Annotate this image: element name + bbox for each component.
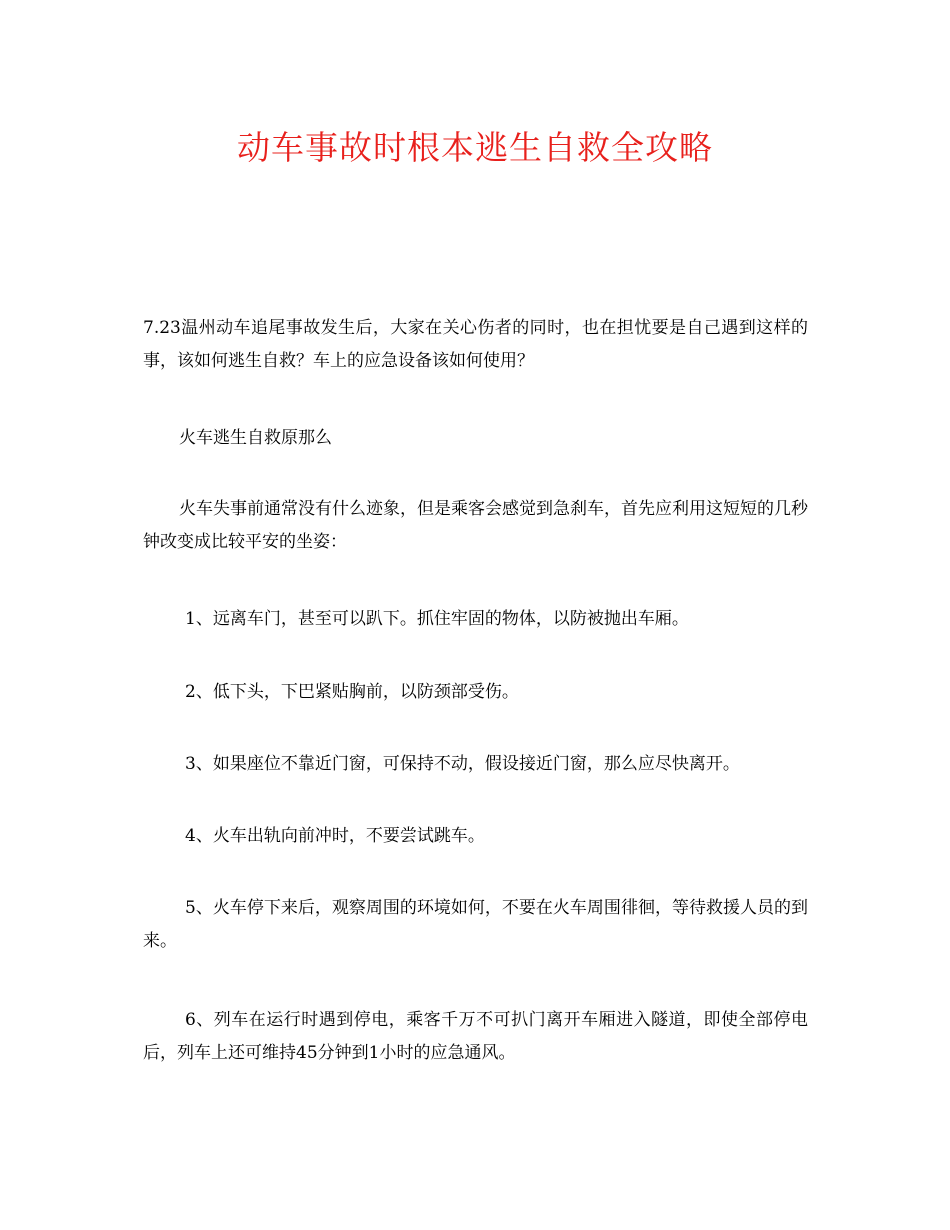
list-item-4: 4、火车出轨向前冲时，不要尝试跳车。 [185, 826, 485, 846]
section-heading: 火车逃生自救原那么 [179, 428, 332, 448]
body-paragraph: 火车失事前通常没有什么迹象，但是乘客会感觉到急刹车，首先应利用这短短的几秒钟改变成比较平安的坐姿： [143, 499, 808, 552]
document-title: 动车事故时根本逃生自救全攻略 [237, 128, 713, 167]
list-item-1: 1、远离车门，甚至可以趴下。抓住牢固的物体，以防被抛出车厢。 [185, 609, 689, 629]
list-item-6: 6、列车在运行时遇到停电，乘客千万不可扒门离开车厢进入隧道，即使全部停电后，列车上还可维持45分钟到1小时的应急通风。 [143, 1010, 808, 1063]
list-item-3: 3、如果座位不靠近门窗，可保持不动，假设接近门窗，那么应尽快离开。 [185, 754, 740, 774]
intro-paragraph: 7.23温州动车追尾事故发生后，大家在关心伤者的同时，也在担忧要是自己遇到这样的事，该如何逃生自救？车上的应急设备该如何使用？ [143, 318, 808, 371]
list-item-2: 2、低下头，下巴紧贴胸前，以防颈部受伤。 [185, 682, 519, 702]
list-item-5: 5、火车停下来后，观察周围的环境如何，不要在火车周围徘徊，等待救援人员的到来。 [143, 898, 808, 951]
